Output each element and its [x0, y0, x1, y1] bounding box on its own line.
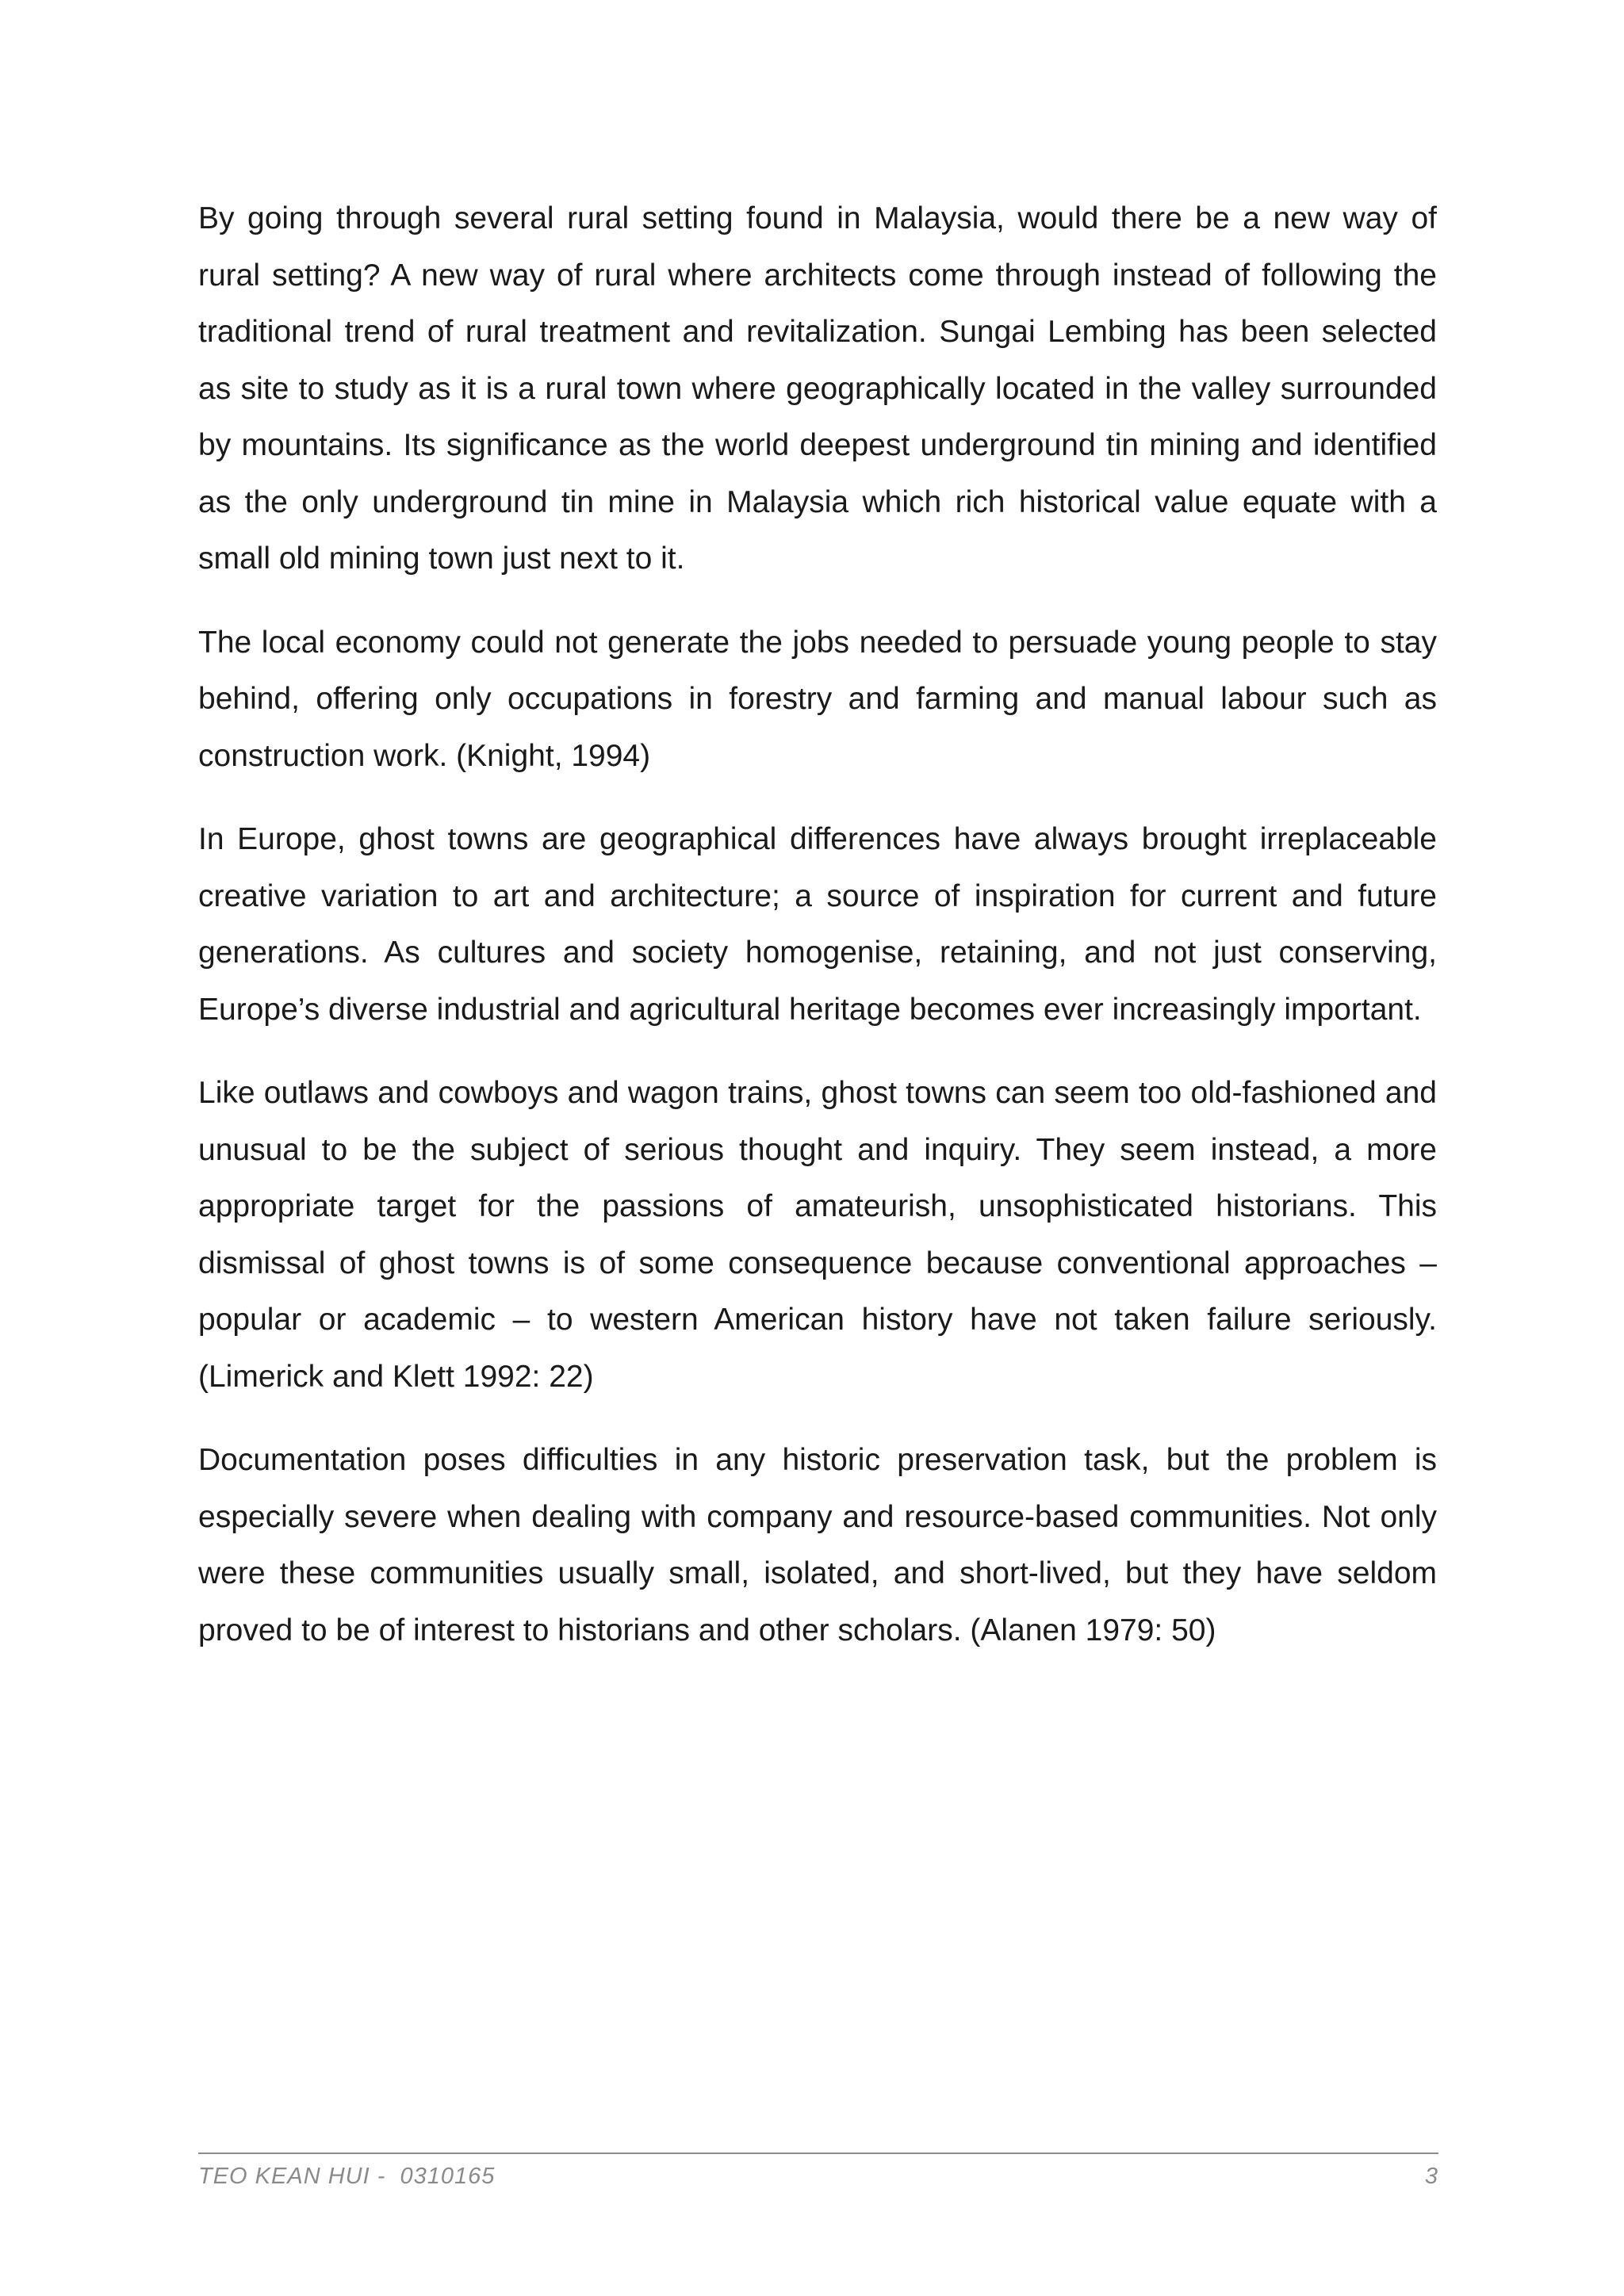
paragraph-1: By going through several rural setting found in Malaysia, would there be a new way of rural setting? A new way of rural where architects come through instead of following the traditional trend of rural treatment and revitalization. Sungai Lembing has been selected as site to study as it is a rural town where geographically located in the valley surrounded by mountains. Its significance as the world deepest underground tin mining and identified as the only underground tin mine in Malaysia which rich historical value equate with a small old mining town just next to it. [198, 201, 1437, 576]
page-footer [198, 2152, 1438, 2190]
footer-page-number: 3 [1424, 2164, 1438, 2189]
body-text [198, 190, 1437, 1686]
paragraph-2: The local economy could not generate the jobs needed to persuade young people to stay behind, offering only occupations in forestry and farming and manual labour such as construction work. (Knight, 1994) [198, 625, 1437, 773]
footer-author: TEO KEAN HUI - 0310165 [198, 2164, 496, 2189]
paragraph-4: Like outlaws and cowboys and wagon trains, ghost towns can seem too old-fashioned and unusual to be the subject of serious thought and inquiry. They seem instead, a more appropriate target for the passions of amateurish, unsophisticated historians. This dismissal of ghost towns is of some consequence because conventional approaches – popular or academic – to western American history have not taken failure seriously. (Limerick and Klett 1992: 22) [198, 1076, 1437, 1394]
paragraph-3: In Europe, ghost towns are geographical differences have always brought irreplaceable creative variation to art and architecture; a source of inspiration for current and future generations. As cultures and society homogenise, retaining, and not just conserving, Europe’s diverse industrial and agricultural heritage becomes ever increasingly important. [198, 822, 1437, 1027]
paragraph-5: Documentation poses difficulties in any historic preservation task, but the problem is especially severe when dealing with company and resource-based communities. Not only were these communities usually small, isolated, and short-lived, but they have seldom proved to be of interest to historians and other scholars. (Alanen 1979: 50) [198, 1443, 1437, 1647]
